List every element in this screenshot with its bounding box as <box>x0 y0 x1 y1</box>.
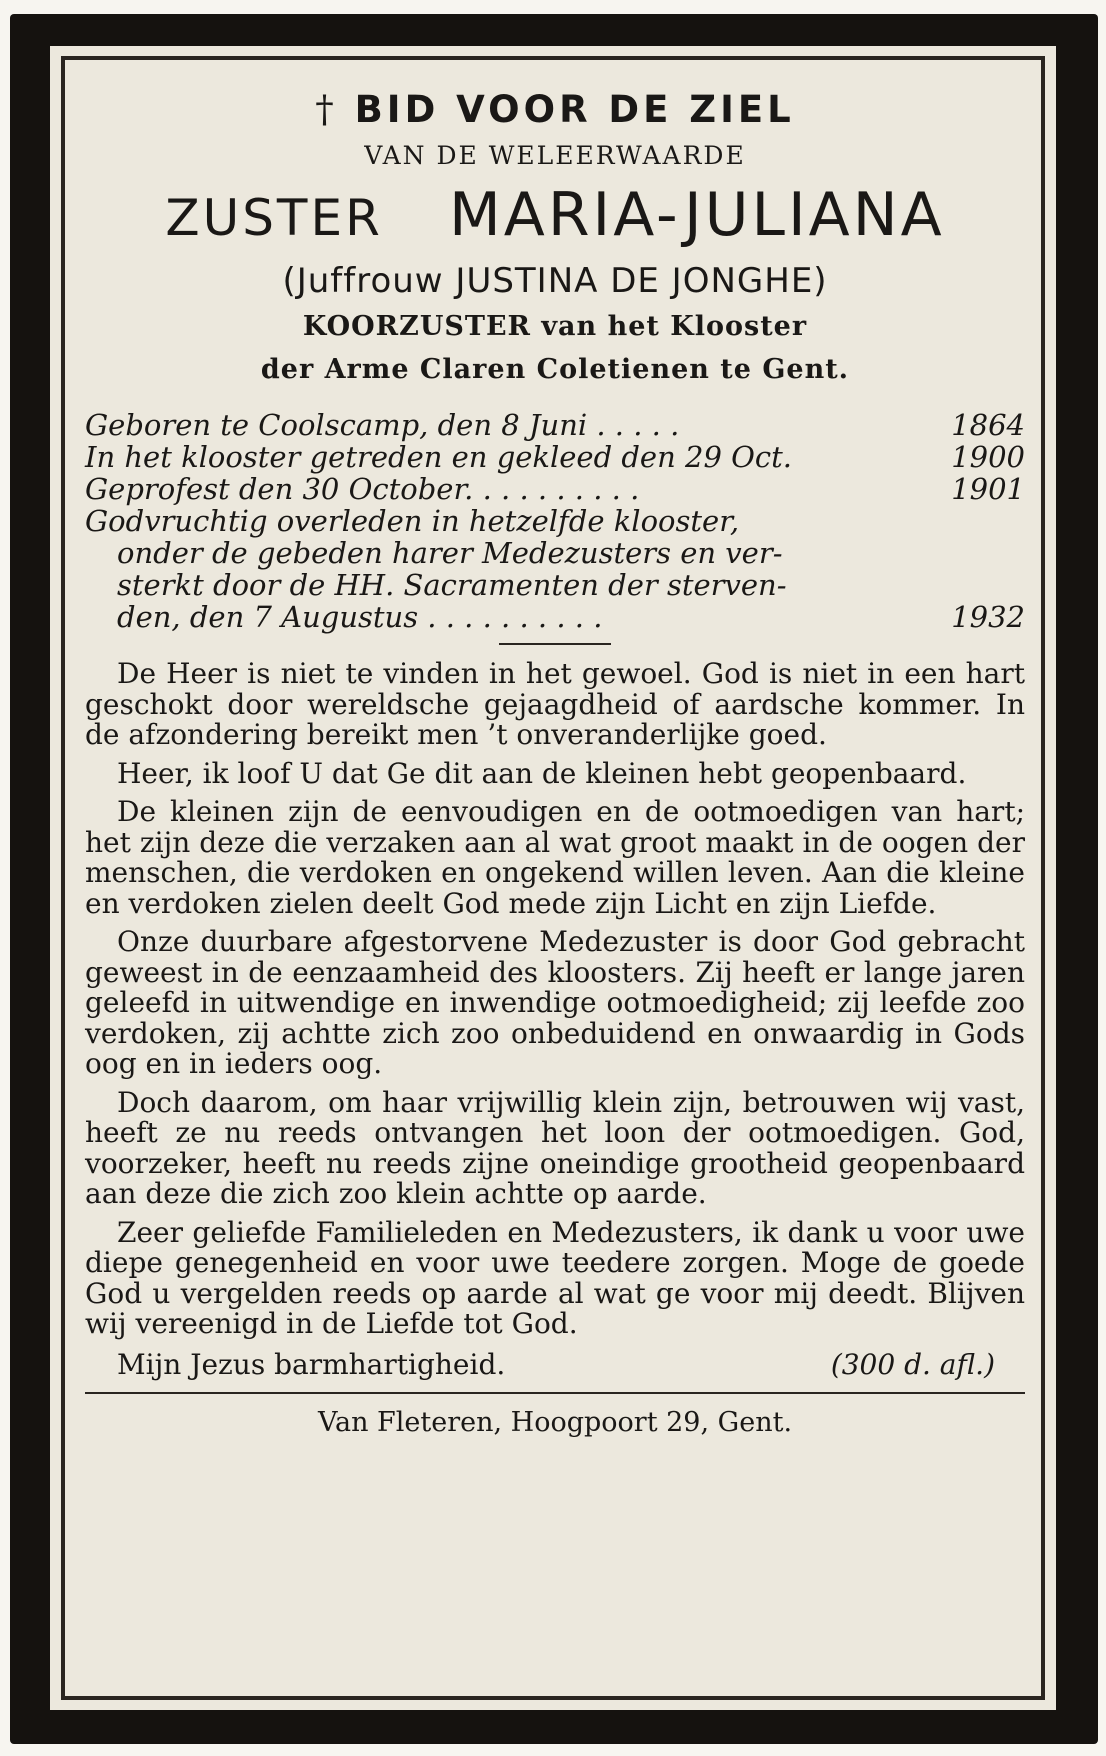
deceased-title <box>85 176 1025 257</box>
paragraph: Heer, ik loof U dat Ge dit aan de kleinen hebt geopenbaard. <box>117 756 967 790</box>
religious-name: MARIA-JULIANA <box>449 180 945 250</box>
paragraph: Doch daarom, om haar vrijwillig klein zijn, betrouwen wij vast, heeft ze nu reeds ontvangen het loon der ootmoedigen. God, voorzeker, heeft nu reeds zijne oneindige grootheid geopenbaard aan deze die zich zoo klein achtte op aarde. <box>85 1085 1025 1210</box>
paragraph: De kleinen zijn de eenvoudigen en de ootmoedigen van hart; het zijn deze die verzaken aan al wat groot maakt in de oogen der menschen, die verdoken en ongekend willen leven. Aan die kleine en verdoken zielen deelt God mede zijn Licht en zijn Liefde. <box>85 795 1025 920</box>
death-line-3: sterkt door de HH. Sacramenten der sterven- <box>117 568 787 602</box>
death-line-4: den, den 7 Augustus . . . . . . . . . . <box>117 600 603 634</box>
meditation-text <box>85 659 1025 1340</box>
date-text: Geboren te Coolscamp, den 8 Juni . . . . . <box>85 408 680 442</box>
date-text: In het klooster getreden en gekleed den 29 Oct. <box>85 440 793 474</box>
honorific-line: VAN DE WELEERWAARDE <box>364 141 746 170</box>
date-text: Geprofest den 30 October. . . . . . . . . . <box>85 472 640 506</box>
paragraph: Onze duurbare afgestorvene Medezuster is door God gebracht geweest in de eenzaamheid des kloosters. Zij heeft er lange jaren geleefd in uitwendige en inwendige ootmoedigheid; zij leefde zoo verdoken, zij achtte zich zoo onbeduidend en onwaardig in Gods oog en in ieders oog. <box>85 925 1025 1080</box>
date-year: 1864 <box>951 408 1025 442</box>
death-year: 1932 <box>951 600 1025 634</box>
role-line: KOORZUSTER van het Klooster <box>302 311 808 342</box>
closing-prayer <box>85 1348 1025 1382</box>
indulgence-note: (300 d. afl.) <box>830 1347 995 1381</box>
date-row <box>85 601 1025 633</box>
date-year: 1900 <box>951 440 1025 474</box>
prayer-heading <box>85 84 1025 136</box>
prayer-heading-text: BID VOOR DE ZIEL <box>354 88 795 131</box>
paragraph: Zeer geliefde Familieleden en Medezusters, ik dank u voor uwe diepe genegenheid en voor uwe teedere zorgen. Moge de goede God u vergelden reeds op aarde al wat ge voor mij deedt. Blijven wij vereenigd in de Liefde tot God. <box>85 1215 1025 1340</box>
ejaculation: Mijn Jezus barmhartigheid. <box>117 1347 506 1381</box>
death-line-1: Godvruchtig overleden in hetzelfde klooster, <box>85 504 740 538</box>
title-prefix: ZUSTER <box>165 189 383 247</box>
civil-name: (Juffrouw JUSTINA DE JONGHE) <box>282 261 828 301</box>
paragraph: De Heer is niet te vinden in het gewoel. God is niet in een hart geschokt door wereldsche gejaagdheid of aardsche kommer. In de afzondering bereikt men ’t onveranderlijke goed. <box>85 657 1025 751</box>
death-line-2: onder de gebeden harer Medezusters en ver- <box>117 536 783 570</box>
cross-icon: † <box>315 88 338 131</box>
date-row <box>85 441 1025 473</box>
date-year: 1901 <box>951 472 1025 506</box>
card-paper <box>50 46 1056 1710</box>
memorial-card <box>10 14 1098 1744</box>
date-row <box>85 409 1025 441</box>
life-dates <box>85 409 1025 633</box>
divider <box>499 643 611 645</box>
footer-divider <box>85 1392 1025 1394</box>
date-row <box>85 473 1025 505</box>
convent-line: der Arme Claren Coletienen te Gent. <box>260 354 850 385</box>
printer-imprint: Van Fleteren, Hoogpoort 29, Gent. <box>317 1406 793 1438</box>
card-content <box>85 74 1025 1444</box>
